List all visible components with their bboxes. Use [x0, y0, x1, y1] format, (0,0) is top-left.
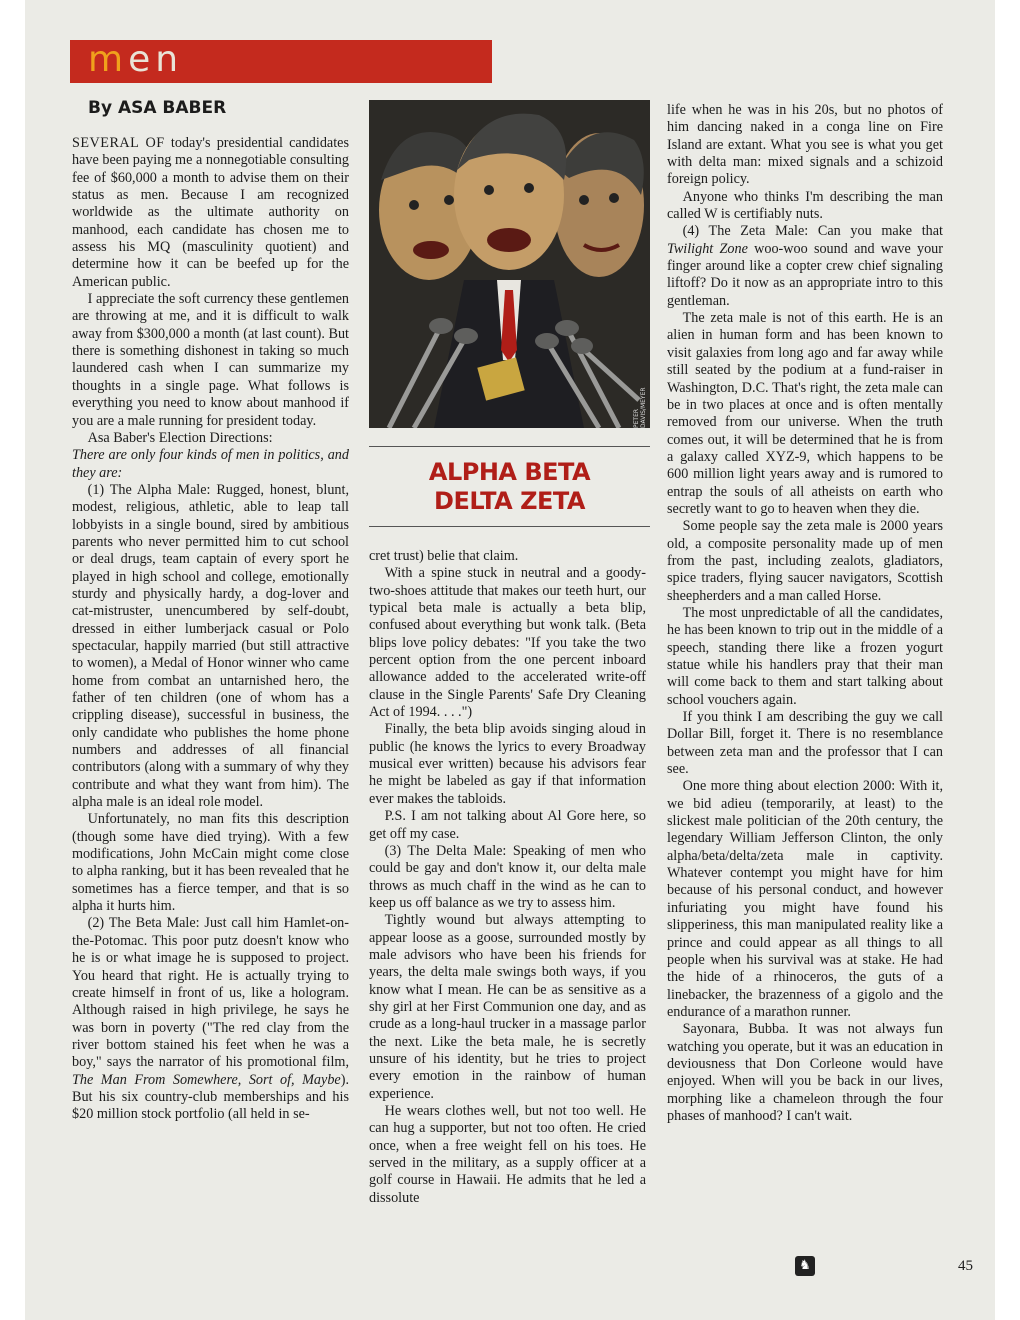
paragraph-text: The most unpredictable of all the candidates, he has been known to trip out in the middle of a speech, standing there like a frozen yogurt statue while his handlers pray that their man will come back to them and start talking about school vouchers again.: [667, 604, 943, 708]
paragraph: [667, 310, 943, 518]
paragraph-text: P.S. I am not talking about Al Gore here, so get off my case.: [369, 808, 646, 842]
paragraph: [72, 482, 349, 812]
four-faced-politician-illustration: [369, 100, 650, 428]
paragraph-text: With a spine stuck in neutral and a goody-two-shoes attitude that makes our teeth hurt, our typical beta male is actually a beta blip, confused about everything but wonk talk. (Beta blips love policy debates: "If you take the two percent option from the one percent inboard allowance added to the accelerated write-off clause in the Single Parents' Safe Dry Cleaning Act of 1994. . . ."): [369, 565, 646, 721]
paragraph-text: life when he was in his 20s, but no photos of him dancing naked in a conga line on Fire Island are extant. What you see is what you get with delta man: mixed signals and a schizoid foreign policy.: [667, 102, 943, 188]
illustration-credit: PETER DAVIS/MEYER: [633, 387, 647, 428]
paragraph-text: Some people say the zeta male is 2000 years old, a composite personality made up of men from the past, including zealots, gladiators, spice traders, flying saucer navigators, Scottish sheepherders and a man called Horse.: [667, 518, 943, 604]
section-header: [70, 40, 492, 83]
paragraph: [72, 447, 349, 482]
paragraph: [667, 605, 943, 709]
byline: By ASA BABER: [88, 98, 227, 118]
paragraph-text: Tightly wound but always attempting to appear loose as a goose, surrounded mostly by male advisors who have been his friends for years, the delta male swings both ways, if you know what I mean. He can be as sensitive as a shy girl at her First Communion one day, and as crude as a long-haul trucker in a massage parlor the next. Like the beta male, he is secretly unsure of his identity, but he tries to project every emotion in the rainbow of human experience.: [369, 912, 646, 1102]
headline-rule-bottom: [369, 526, 650, 527]
paragraph: [667, 223, 943, 310]
paragraph-text: Finally, the beta blip avoids singing aloud in public (he knows the lyrics to every Broadway musical ever written) because his advisors fear he might be labeled as gay if that information ever makes the tabloids.: [369, 721, 646, 807]
paragraph: [369, 843, 646, 912]
paragraph: [369, 548, 646, 565]
paragraph: [369, 808, 646, 843]
show-title: Twilight Zone: [667, 240, 748, 257]
paragraph-text: The zeta male is not of this earth. He is an alien in human form and has been known to visit galaxies from long ago and far away while still seated by the podium at a fund-raiser in Washington, D.C. That's right, the zeta male can be in two places at once and is often mentally removed from our universe. When the truth comes out, it will be determined that he is from a galaxy called XYZ-9, which happens to be 600 million light years away and is rumored to entrap the souls of all atheists on earth who secretly want to go to heaven when they die.: [667, 310, 943, 517]
headline-rule-top: [369, 446, 650, 447]
paragraph: [369, 565, 646, 721]
paragraph-text: (2) The Beta Male: Just call him Hamlet-on-the-Potomac. This poor putz doesn't know who he is or what image he is supposed to project. You heard that right. He is actually trying to create himself in front of us, like a hologram. Although raised in high privilege, he says he was born in poverty ("The red clay from the river bottom stained his feet when he was a boy," says the narrator of his promotional film,: [72, 915, 349, 1071]
illustration: [369, 100, 650, 428]
headline-line-1: ALPHA BETA: [428, 458, 591, 486]
paragraph: [667, 189, 943, 224]
paragraph: [72, 291, 349, 430]
paragraph: [72, 135, 349, 291]
paragraph: [369, 721, 646, 808]
paragraph-text: If you think I am describing the guy we call Dollar Bill, forget it. There is no resemblance between zeta man and the professor that I can see.: [667, 709, 943, 778]
section-title: [88, 38, 183, 81]
paragraph: [667, 102, 943, 189]
article-column-1: [72, 135, 349, 1124]
paragraph: [72, 811, 349, 915]
paragraph-text: There are only four kinds of men in politics, and they are:: [72, 447, 349, 481]
article-column-2: [369, 548, 646, 1207]
paragraph: [667, 1021, 943, 1125]
paragraph-text: Unfortunately, no man fits this description (though some have died trying). With a few modifications, John McCain might come close to alpha ranking, but it has been revealed that he sometimes has a fierce temper, and that is so alpha it hurts him.: [72, 811, 349, 915]
paragraph-text: (3) The Delta Male: Speaking of men who could be gay and don't know it, our delta male throws as much chaff in the wind as he can to keep us off balance as we try to assess him.: [369, 842, 646, 911]
paragraph-text: One more thing about election 2000: With it, we bid adieu (temporarily, at least) to the slickest male politician of the 20th century, the legendary William Jefferson Clinton, the only alpha/beta/delta/zeta male in captivity. Whatever contempt you might have for him because of his personal conduct, and however infuriating you might have found his slipperiness, this man manipulated reality like a prince and could appear as all things to all people when his survival was at stake. He had the hide of a rhinoceros, the guts of a linebacker, the brazenness of a gigolo and the endurance of a marathon runner.: [667, 778, 943, 1020]
paragraph-text-cont: woo-woo sound and wave your finger around like a copter crew chief signaling liftoff? Do it now as an appropriate intro to this gentleman.: [667, 240, 943, 309]
paragraph-text: today's presidential candidates have been paying me a nonnegotiable consulting fee of $60,000 a month to advise them on their status as men. Because I am recognized worldwide as the ultimate authority on manhood, each candidate has chosen me to assess his MQ (masculinity quotient) and determine how it can be beefed up for the American public.: [72, 135, 349, 290]
paragraph: [667, 778, 943, 1021]
paragraph-text: (1) The Alpha Male: Rugged, honest, blunt, modest, religious, athletic, able to leap tall lobbyists in a single bound, sired by ambitious parents who never permitted him to cut school or deal drugs, team captain of every sport he played in high school and college, emotionally sturdy and physically hardy, a dog-lover and cat-mistruster, unencumbered by self-doubt, dressed in either lumberjack casual or Polo spectacular, happily married (but still attractive to women), a Medal of Honor winner who came home from combat an untarnished hero, the father of ten children (one of whom has a crippling disease), successful in business, the only candidate who publishes the home phone numbers and addresses of all financial contributors (along with a summary of why they contribute and what they want from him). The alpha male is an ideal role model.: [72, 481, 349, 811]
paragraph-text: Sayonara, Bubba. It was not always fun watching you operate, but it was an education in deviousness that Don Corleone would have enjoyed. When will you be back in our lives, morphing like a chameleon through the four phases of manhood? I can't wait.: [667, 1021, 943, 1124]
rabbit-head-icon: ♞: [795, 1256, 815, 1276]
film-title: The Man From Somewhere, Sort of, Maybe: [72, 1071, 341, 1088]
article-column-3: [667, 102, 943, 1125]
paragraph: [72, 915, 349, 1123]
section-title-rest: en: [128, 39, 184, 80]
page-number: 45: [958, 1258, 973, 1274]
paragraph-text: Asa Baber's Election Directions:: [87, 429, 273, 446]
paragraph-text: Anyone who thinks I'm describing the man called W is certifiably nuts.: [667, 188, 943, 223]
section-title-initial: m: [88, 39, 129, 80]
article-headline: [369, 458, 650, 516]
paragraph-text: He wears clothes well, but not too well. He can hug a supporter, but not too often. He cried once, when a free weight fell on his toes. He served in the military, as a supply officer at a golf course in Hawaii. He admits that he led a dissolute: [369, 1103, 646, 1206]
paragraph-text: (4) The Zeta Male: Can you make that: [682, 223, 943, 240]
paragraph: [369, 912, 646, 1103]
paragraph: [667, 709, 943, 778]
paragraph-text-cont: ). But his six country-club memberships and his $20 million stock portfolio (all held in se-: [72, 1071, 349, 1123]
headline-line-2: DELTA ZETA: [434, 487, 585, 515]
paragraph-text: I appreciate the soft currency these gentlemen are throwing at me, and it is difficult to walk away from $300,000 a month (at last count). But there is something dishonest in taking so much laundered cash when I can summarize my thoughts in a single page. What follows is everything you need to know about manhood if you are a male running for president today.: [72, 291, 349, 429]
paragraph: [72, 430, 349, 447]
paragraph: [667, 518, 943, 605]
paragraph: [369, 1103, 646, 1207]
paragraph-text: cret trust) belie that claim.: [369, 548, 519, 564]
drop-lead: SEVERAL OF: [72, 135, 165, 151]
